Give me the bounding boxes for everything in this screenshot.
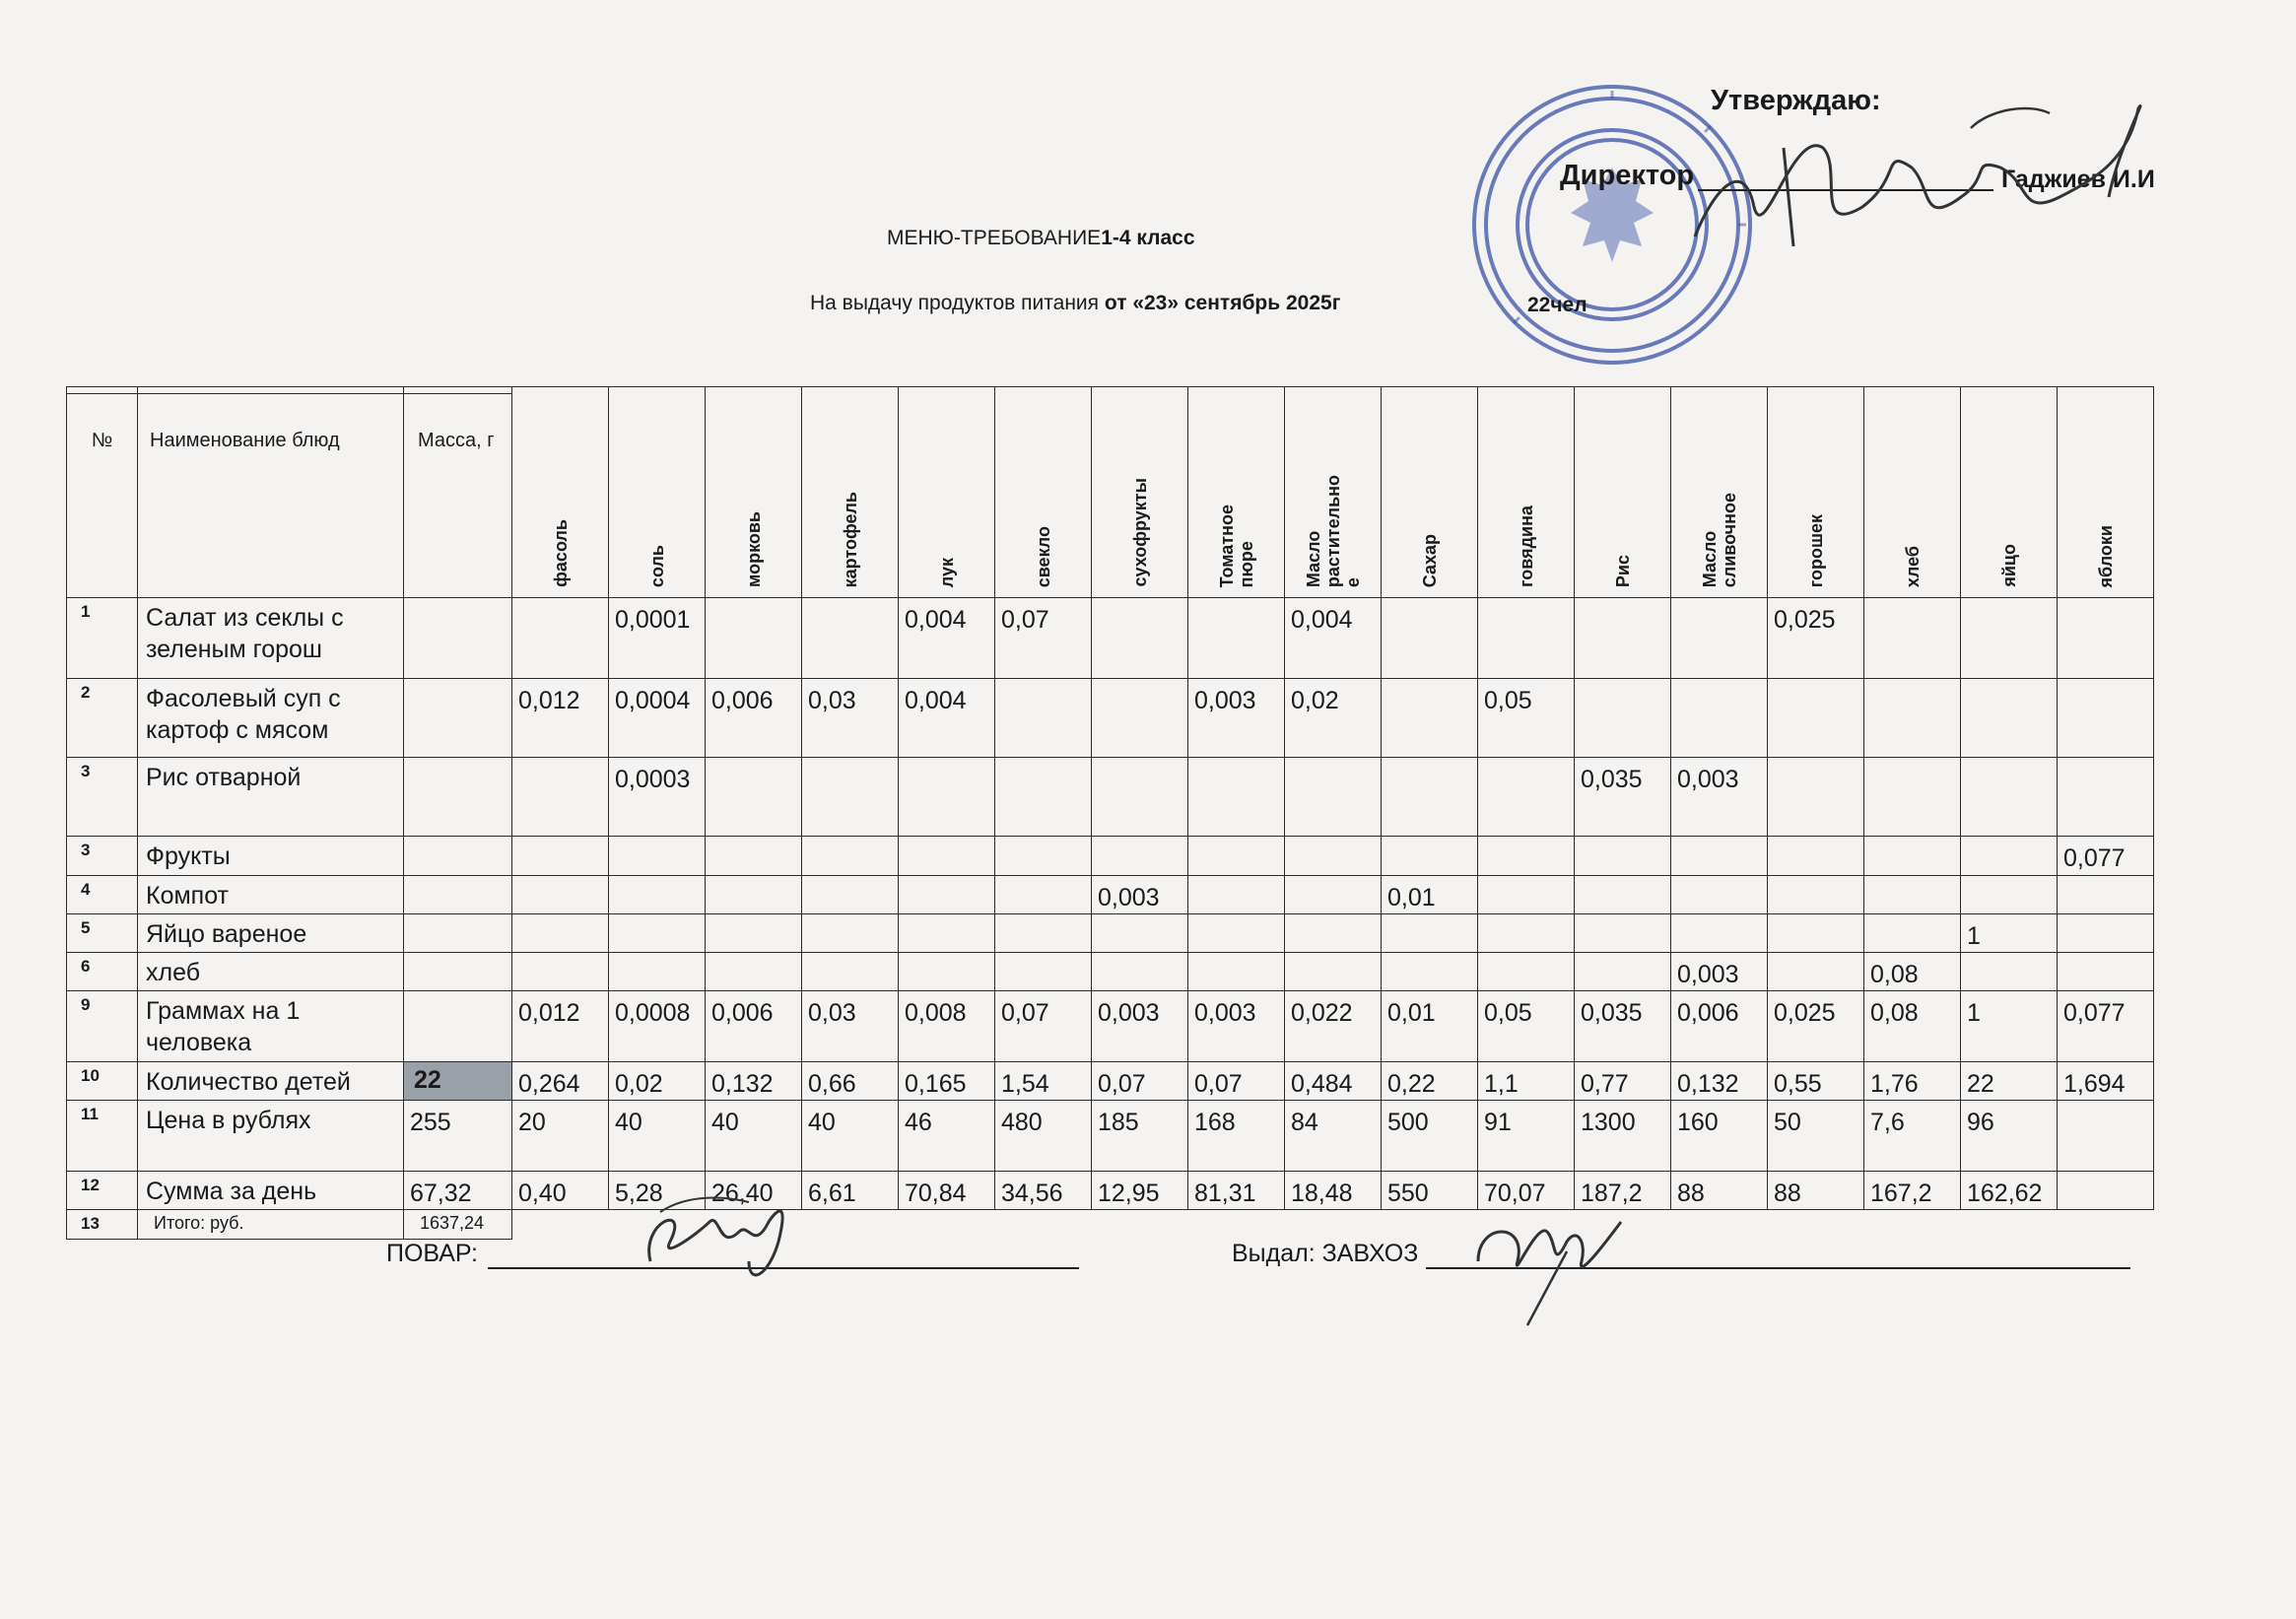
product-quantity	[1961, 758, 2058, 837]
product-quantity	[512, 598, 609, 679]
product-quantity	[1092, 598, 1188, 679]
product-header-label: говядина	[1516, 506, 1536, 587]
product-header-label: морковь	[743, 511, 764, 587]
product-quantity	[802, 876, 899, 914]
dish-name: Яйцо вареное	[138, 914, 404, 953]
product-quantity: 18,48	[1285, 1172, 1382, 1210]
dish-name: Количество детей	[138, 1062, 404, 1101]
product-quantity	[802, 837, 899, 876]
product-quantity: 0,01	[1382, 991, 1478, 1062]
product-quantity	[1864, 837, 1961, 876]
subtitle-date: от «23» сентябрь 2025г	[1104, 292, 1341, 314]
product-quantity	[1188, 837, 1285, 876]
product-header-label: Сахар	[1419, 533, 1440, 587]
product-quantity: 40	[609, 1101, 706, 1172]
dish-name: Цена в рублях	[138, 1101, 404, 1172]
product-header-label: картофель	[840, 491, 860, 587]
product-quantity	[1382, 837, 1478, 876]
people-count: 22чел	[1527, 294, 1587, 316]
row-number: 6	[67, 953, 138, 991]
product-quantity: 0,01	[1382, 876, 1478, 914]
product-quantity	[1382, 679, 1478, 758]
product-quantity: 96	[1961, 1101, 2058, 1172]
product-quantity: 0,0001	[609, 598, 706, 679]
dish-name: Фрукты	[138, 837, 404, 876]
product-quantity	[1768, 679, 1864, 758]
product-quantity: 0,003	[1092, 991, 1188, 1062]
product-quantity	[1961, 876, 2058, 914]
table-row	[67, 679, 2154, 758]
product-quantity: 0,003	[1188, 991, 1285, 1062]
product-quantity	[1478, 953, 1575, 991]
table-row	[67, 991, 2154, 1062]
product-quantity: 0,03	[802, 679, 899, 758]
product-quantity: 0,07	[995, 598, 1092, 679]
product-quantity	[706, 914, 802, 953]
product-header-label: свекло	[1033, 525, 1053, 587]
document-title	[887, 227, 1195, 250]
row-number: 4	[67, 876, 138, 914]
header-strip-merged	[512, 387, 609, 598]
product-quantity: 0,0004	[609, 679, 706, 758]
product-quantity: 70,07	[1478, 1172, 1575, 1210]
product-quantity	[802, 598, 899, 679]
product-quantity	[1382, 953, 1478, 991]
product-quantity	[1671, 679, 1768, 758]
product-quantity	[2058, 1172, 2154, 1210]
title-prefix: МЕНЮ-ТРЕБОВАНИЕ	[887, 227, 1102, 249]
product-quantity	[1575, 914, 1671, 953]
row-number: 12	[67, 1172, 138, 1210]
product-quantity: 5,28	[609, 1172, 706, 1210]
product-quantity	[1768, 758, 1864, 837]
issued-label: Выдал: ЗАВХОЗ	[1232, 1240, 1419, 1267]
header-strip-cell	[404, 387, 512, 394]
product-quantity	[1961, 598, 2058, 679]
product-quantity	[512, 758, 609, 837]
row-number: 1	[67, 598, 138, 679]
product-quantity	[1864, 876, 1961, 914]
product-quantity: 40	[802, 1101, 899, 1172]
product-quantity: 185	[1092, 1101, 1188, 1172]
product-quantity: 0,006	[706, 991, 802, 1062]
product-quantity	[1478, 876, 1575, 914]
product-quantity: 1,694	[2058, 1062, 2154, 1101]
product-quantity	[1575, 598, 1671, 679]
dish-name: Сумма за день	[138, 1172, 404, 1210]
product-quantity: 0,004	[899, 598, 995, 679]
product-quantity	[1671, 837, 1768, 876]
product-quantity: 0,22	[1382, 1062, 1478, 1101]
product-quantity	[1285, 758, 1382, 837]
product-header	[899, 387, 995, 598]
col-mass-header: Масса, г	[404, 394, 512, 598]
product-quantity	[1382, 758, 1478, 837]
product-header	[1188, 387, 1285, 598]
product-header	[1478, 387, 1575, 598]
product-quantity: 0,40	[512, 1172, 609, 1210]
product-quantity	[609, 953, 706, 991]
product-quantity	[706, 953, 802, 991]
product-quantity	[1092, 953, 1188, 991]
product-header-label: фасоль	[550, 519, 571, 587]
product-quantity: 0,132	[1671, 1062, 1768, 1101]
product-quantity: 1	[1961, 991, 2058, 1062]
product-quantity	[1285, 953, 1382, 991]
product-quantity	[1478, 758, 1575, 837]
product-quantity	[1575, 953, 1671, 991]
product-quantity: 500	[1382, 1101, 1478, 1172]
product-quantity	[512, 953, 609, 991]
product-quantity	[995, 758, 1092, 837]
product-quantity: 22	[1961, 1062, 2058, 1101]
product-quantity	[1961, 679, 2058, 758]
product-header-label: яйцо	[1998, 544, 2019, 587]
dish-mass	[404, 598, 512, 679]
dish-mass	[404, 991, 512, 1062]
row-number: 10	[67, 1062, 138, 1101]
product-header	[1864, 387, 1961, 598]
product-quantity	[1575, 876, 1671, 914]
dish-mass	[404, 953, 512, 991]
dish-name: Граммах на 1 человека	[138, 991, 404, 1062]
product-quantity: 1,54	[995, 1062, 1092, 1101]
product-quantity: 0,012	[512, 679, 609, 758]
product-header-label: Масло растительно е	[1303, 474, 1363, 587]
product-quantity: 0,03	[802, 991, 899, 1062]
product-quantity: 50	[1768, 1101, 1864, 1172]
table-row	[67, 914, 2154, 953]
director-name: Гаджиев И.И	[2001, 166, 2155, 193]
total-number: 13	[67, 1210, 138, 1240]
product-header	[1285, 387, 1382, 598]
product-quantity	[802, 758, 899, 837]
product-quantity: 0,05	[1478, 679, 1575, 758]
product-header-label: сухофрукты	[1129, 478, 1150, 587]
product-quantity	[1575, 837, 1671, 876]
product-quantity	[995, 876, 1092, 914]
row-number: 9	[67, 991, 138, 1062]
product-quantity: 0,022	[1285, 991, 1382, 1062]
product-quantity	[899, 876, 995, 914]
product-header-label: яблоки	[2095, 524, 2116, 587]
product-header-label: Рис	[1612, 554, 1633, 587]
product-quantity: 168	[1188, 1101, 1285, 1172]
product-quantity	[995, 837, 1092, 876]
product-quantity: 0,025	[1768, 598, 1864, 679]
product-quantity: 0,66	[802, 1062, 899, 1101]
table-row	[67, 1172, 2154, 1210]
product-quantity: 0,264	[512, 1062, 609, 1101]
product-quantity	[1478, 837, 1575, 876]
product-quantity: 0,55	[1768, 1062, 1864, 1101]
table-row	[67, 1062, 2154, 1101]
product-quantity: 0,008	[899, 991, 995, 1062]
product-quantity: 1,76	[1864, 1062, 1961, 1101]
product-header-label: Томатное пюре	[1216, 504, 1256, 587]
product-quantity	[899, 953, 995, 991]
product-quantity: 0,003	[1671, 953, 1768, 991]
product-quantity: 0,077	[2058, 991, 2154, 1062]
product-header	[609, 387, 706, 598]
product-quantity	[1768, 876, 1864, 914]
product-quantity	[1092, 758, 1188, 837]
product-quantity: 7,6	[1864, 1101, 1961, 1172]
product-quantity: 167,2	[1864, 1172, 1961, 1210]
product-quantity	[1864, 598, 1961, 679]
product-quantity: 40	[706, 1101, 802, 1172]
table-row	[67, 837, 2154, 876]
product-quantity	[2058, 598, 2154, 679]
row-number: 11	[67, 1101, 138, 1172]
dish-mass: 255	[404, 1101, 512, 1172]
product-quantity	[512, 914, 609, 953]
product-quantity	[1864, 758, 1961, 837]
product-quantity	[1671, 876, 1768, 914]
product-quantity: 0,0008	[609, 991, 706, 1062]
product-quantity	[1768, 837, 1864, 876]
product-quantity: 0,077	[2058, 837, 2154, 876]
product-quantity	[1092, 914, 1188, 953]
product-quantity: 0,003	[1671, 758, 1768, 837]
product-quantity	[706, 758, 802, 837]
product-header	[2058, 387, 2154, 598]
product-quantity: 26,40	[706, 1172, 802, 1210]
product-header	[1768, 387, 1864, 598]
product-quantity	[995, 953, 1092, 991]
cook-label: ПОВАР:	[386, 1240, 479, 1267]
dish-mass	[404, 758, 512, 837]
product-quantity	[2058, 1101, 2154, 1172]
product-quantity	[1092, 837, 1188, 876]
product-quantity	[2058, 876, 2154, 914]
product-quantity: 0,484	[1285, 1062, 1382, 1101]
product-quantity: 550	[1382, 1172, 1478, 1210]
product-quantity	[1382, 598, 1478, 679]
product-quantity: 0,07	[1188, 1062, 1285, 1101]
product-quantity	[1575, 679, 1671, 758]
total-row	[67, 1210, 2154, 1240]
product-quantity	[609, 837, 706, 876]
product-quantity	[1285, 876, 1382, 914]
director-signature	[1675, 89, 2188, 276]
product-quantity	[995, 679, 1092, 758]
product-quantity: 91	[1478, 1101, 1575, 1172]
product-quantity: 0,07	[1092, 1062, 1188, 1101]
dish-name: хлеб	[138, 953, 404, 991]
product-quantity: 0,05	[1478, 991, 1575, 1062]
product-quantity	[1671, 914, 1768, 953]
product-header	[1575, 387, 1671, 598]
product-header	[802, 387, 899, 598]
product-quantity: 0,006	[706, 679, 802, 758]
product-quantity: 88	[1768, 1172, 1864, 1210]
product-quantity	[1092, 679, 1188, 758]
product-quantity	[2058, 679, 2154, 758]
product-header-label: горошек	[1805, 513, 1826, 587]
product-quantity	[1961, 953, 2058, 991]
product-quantity	[802, 914, 899, 953]
dish-name: Фасолевый суп с картоф с мясом	[138, 679, 404, 758]
product-quantity: 0,132	[706, 1062, 802, 1101]
product-quantity: 0,025	[1768, 991, 1864, 1062]
product-quantity	[1671, 598, 1768, 679]
product-quantity	[1478, 598, 1575, 679]
row-number: 3	[67, 837, 138, 876]
product-quantity: 88	[1671, 1172, 1768, 1210]
product-quantity	[1768, 914, 1864, 953]
menu-requirement-table	[66, 386, 2154, 1240]
product-quantity: 0,02	[609, 1062, 706, 1101]
product-quantity	[899, 837, 995, 876]
product-quantity: 34,56	[995, 1172, 1092, 1210]
product-quantity	[512, 837, 609, 876]
product-quantity	[1961, 837, 2058, 876]
product-quantity: 0,003	[1188, 679, 1285, 758]
product-quantity	[706, 598, 802, 679]
product-quantity	[706, 876, 802, 914]
product-quantity	[899, 758, 995, 837]
product-header-label: лук	[936, 557, 957, 587]
product-quantity	[1382, 914, 1478, 953]
product-quantity: 46	[899, 1101, 995, 1172]
document-subtitle	[810, 292, 1340, 315]
product-quantity: 0,165	[899, 1062, 995, 1101]
table-row	[67, 758, 2154, 837]
product-quantity	[512, 876, 609, 914]
row-number: 5	[67, 914, 138, 953]
product-header-label: соль	[646, 544, 667, 587]
product-quantity: 0,035	[1575, 758, 1671, 837]
product-quantity: 84	[1285, 1101, 1382, 1172]
product-quantity: 160	[1671, 1101, 1768, 1172]
product-quantity	[1768, 953, 1864, 991]
product-quantity	[899, 914, 995, 953]
product-quantity: 0,0003	[609, 758, 706, 837]
cook-signature	[631, 1182, 818, 1291]
dish-mass	[404, 914, 512, 953]
product-quantity: 1300	[1575, 1101, 1671, 1172]
product-quantity: 0,08	[1864, 991, 1961, 1062]
product-quantity: 20	[512, 1101, 609, 1172]
approve-label: Утверждаю:	[1711, 85, 1881, 116]
product-quantity: 162,62	[1961, 1172, 2058, 1210]
product-header	[1961, 387, 2058, 598]
product-header	[706, 387, 802, 598]
table-row	[67, 876, 2154, 914]
product-quantity: 6,61	[802, 1172, 899, 1210]
product-quantity	[1188, 876, 1285, 914]
row-number: 2	[67, 679, 138, 758]
product-quantity: 0,07	[995, 991, 1092, 1062]
header-strip-cell	[67, 387, 138, 394]
product-quantity	[1188, 953, 1285, 991]
dish-mass	[404, 679, 512, 758]
product-header	[995, 387, 1092, 598]
total-label: Итого: руб.	[138, 1210, 404, 1240]
header-strip-cell	[138, 387, 404, 394]
product-quantity	[2058, 914, 2154, 953]
table-row	[67, 598, 2154, 679]
table-row	[67, 953, 2154, 991]
storekeeper-signature	[1458, 1202, 1636, 1330]
product-quantity	[706, 837, 802, 876]
product-quantity	[995, 914, 1092, 953]
subtitle-prefix: На выдачу продуктов питания	[810, 292, 1100, 314]
dish-name: Компот	[138, 876, 404, 914]
director-label: Директор	[1560, 160, 1695, 191]
product-quantity	[1285, 837, 1382, 876]
product-quantity: 0,02	[1285, 679, 1382, 758]
dish-mass	[404, 837, 512, 876]
product-quantity: 12,95	[1092, 1172, 1188, 1210]
dish-name: Рис отварной	[138, 758, 404, 837]
header-top-strip	[67, 387, 2154, 394]
total-value: 1637,24	[404, 1210, 512, 1240]
dish-name: Салат из секлы с зеленым горош	[138, 598, 404, 679]
product-quantity	[2058, 758, 2154, 837]
row-number: 3	[67, 758, 138, 837]
product-quantity: 70,84	[899, 1172, 995, 1210]
product-quantity: 0,004	[899, 679, 995, 758]
title-class: 1-4 класс	[1101, 227, 1195, 249]
product-header-label: Масло сливочное	[1699, 492, 1739, 587]
product-quantity: 0,77	[1575, 1062, 1671, 1101]
product-quantity: 0,003	[1092, 876, 1188, 914]
product-quantity: 0,012	[512, 991, 609, 1062]
dish-mass	[404, 876, 512, 914]
product-quantity	[1188, 914, 1285, 953]
product-quantity	[1864, 914, 1961, 953]
product-quantity	[1864, 679, 1961, 758]
product-quantity: 0,006	[1671, 991, 1768, 1062]
product-quantity	[1285, 914, 1382, 953]
product-header	[1382, 387, 1478, 598]
product-quantity	[609, 876, 706, 914]
product-quantity: 1	[1961, 914, 2058, 953]
product-header	[1092, 387, 1188, 598]
product-quantity: 1,1	[1478, 1062, 1575, 1101]
product-quantity	[609, 914, 706, 953]
col-no-header: №	[67, 394, 138, 598]
dish-mass: 22	[404, 1062, 512, 1101]
product-quantity: 480	[995, 1101, 1092, 1172]
product-quantity: 81,31	[1188, 1172, 1285, 1210]
product-quantity	[802, 953, 899, 991]
dish-mass: 67,32	[404, 1172, 512, 1210]
product-quantity: 187,2	[1575, 1172, 1671, 1210]
product-quantity	[1188, 598, 1285, 679]
product-quantity	[1188, 758, 1285, 837]
col-name-header: Наименование блюд	[138, 394, 404, 598]
product-quantity	[1478, 914, 1575, 953]
product-header	[1671, 387, 1768, 598]
table-row	[67, 1101, 2154, 1172]
product-quantity: 0,035	[1575, 991, 1671, 1062]
product-quantity	[2058, 953, 2154, 991]
product-quantity: 0,08	[1864, 953, 1961, 991]
product-quantity: 0,004	[1285, 598, 1382, 679]
product-header-label: хлеб	[1902, 545, 1923, 587]
